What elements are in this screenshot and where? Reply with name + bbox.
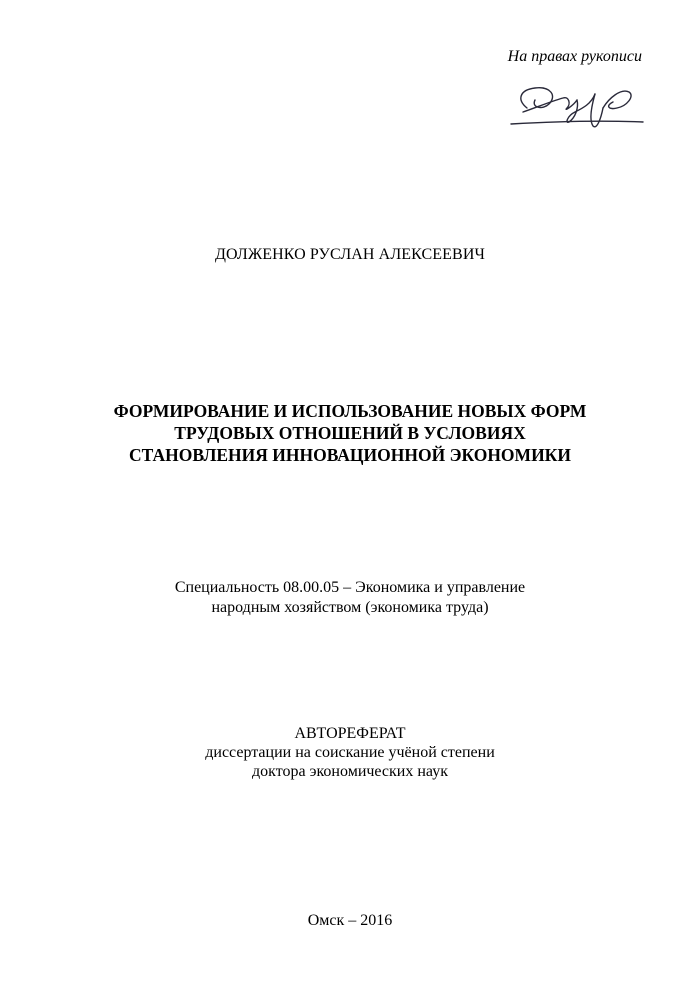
specialty-line: народным хозяйством (экономика труда) xyxy=(211,599,489,616)
dissertation-title xyxy=(70,400,630,466)
specialty-block xyxy=(0,578,700,618)
abstract-line: доктора экономических наук xyxy=(252,763,448,780)
title-line: СТАНОВЛЕНИЯ ИННОВАЦИОННОЙ ЭКОНОМИКИ xyxy=(129,445,571,465)
abstract-block xyxy=(0,724,700,781)
signature-icon xyxy=(505,78,645,134)
title-line: ФОРМИРОВАНИЕ И ИСПОЛЬЗОВАНИЕ НОВЫХ ФОРМ xyxy=(113,401,587,421)
specialty-line: Специальность 08.00.05 – Экономика и управление xyxy=(174,579,526,596)
author-name: ДОЛЖЕНКО РУСЛАН АЛЕКСЕЕВИЧ xyxy=(215,246,485,263)
place-year: Омск – 2016 xyxy=(307,912,393,929)
rights-note: На правах рукописи xyxy=(507,48,642,65)
title-line: ТРУДОВЫХ ОТНОШЕНИЙ В УСЛОВИЯХ xyxy=(174,423,526,443)
abstract-heading: АВТОРЕФЕРАТ xyxy=(294,725,406,742)
abstract-line: диссертации на соискание учёной степени xyxy=(205,744,495,761)
